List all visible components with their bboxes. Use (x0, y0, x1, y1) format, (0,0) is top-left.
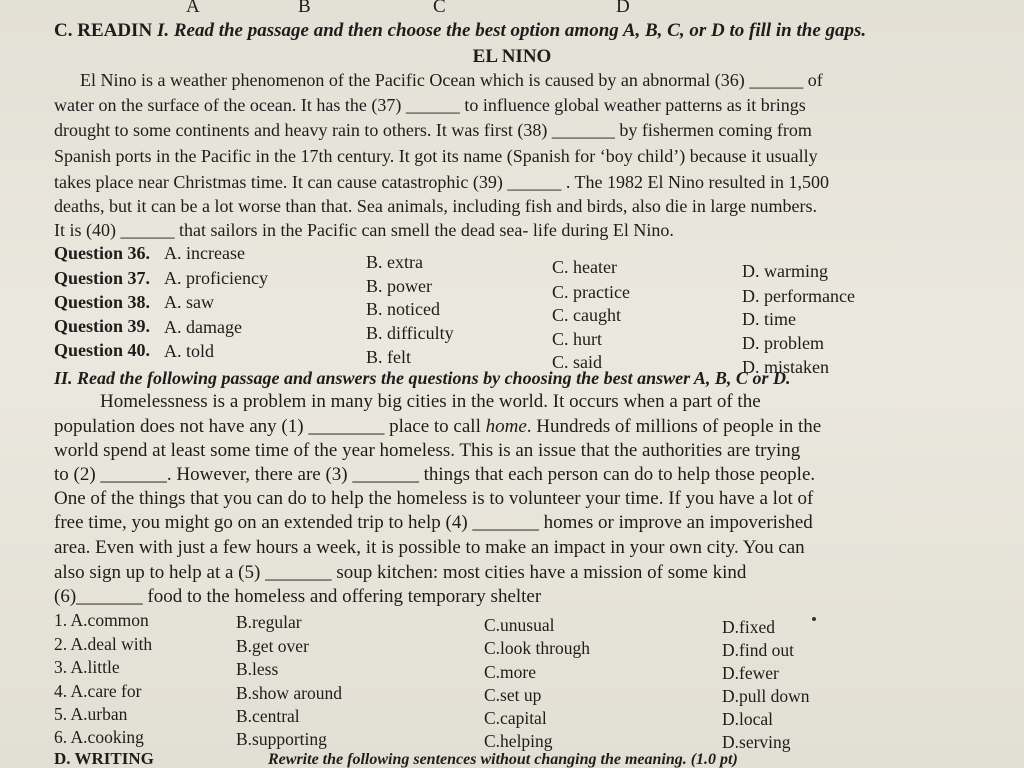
option-d: D. time (742, 309, 796, 329)
pen-dot-mark (812, 617, 816, 621)
option-b: B.less (236, 659, 279, 679)
passage2-text: Homelessness is a problem in many big cities in the world. It occurs when a part of the (100, 391, 761, 412)
passage2-text: One of the things that you can do to help the homeless is to volunteer your time. If you have a lot of (54, 488, 814, 509)
passage2-emphasis: home (485, 416, 527, 437)
option-b: B. noticed (366, 299, 440, 319)
question-label: Question 36. (54, 243, 151, 263)
passage1-line: takes place near Christmas time. It can cause catastrophic (39) ______ . The 1982 El Nino resulted in 1,500 (54, 172, 829, 192)
question-label: Question 39. (54, 316, 151, 336)
top-letter-b: B (298, 0, 311, 17)
option-a: A. proficiency (164, 268, 268, 288)
option-a: A. damage (164, 317, 242, 337)
option-b: B.show around (236, 683, 342, 703)
passage1-line: El Nino is a weather phenomenon of the Pacific Ocean which is caused by an abnormal (36) ______ of (80, 70, 823, 90)
passage2-line (54, 586, 541, 608)
option-d: D.serving (722, 732, 791, 752)
passage2-text: population does not have any (1) ________ place to call (54, 416, 486, 437)
option-c: C.look through (484, 638, 590, 658)
option-c: C.capital (484, 708, 547, 728)
passage2-line (54, 512, 813, 534)
option-c: C.more (484, 662, 537, 682)
passage1-line: It is (40) ______ that sailors in the Pacific can smell the dead sea- life during El Nino. (54, 220, 674, 240)
passage2-text: area. Even with just a few hours a week, it is possible to make an impact in your own city. You can (54, 537, 805, 558)
passage2-line (54, 416, 821, 438)
option-a: 4. A.care for (54, 681, 142, 701)
option-d: D.local (722, 709, 774, 729)
option-d: D.pull down (722, 686, 810, 706)
top-letter-d: D (616, 0, 630, 17)
option-b: B.supporting (236, 729, 327, 749)
option-d: D. problem (742, 333, 824, 353)
option-c: C.set up (484, 685, 542, 705)
passage1-line: deaths, but it can be a lot worse than that. Sea animals, including fish and birds, also die in large numbers. (54, 196, 817, 216)
option-d: D. warming (742, 261, 828, 281)
question-label: Question 40. (54, 340, 151, 360)
option-a: A. told (164, 341, 215, 361)
option-c: C.unusual (484, 615, 555, 635)
option-c: C. heater (552, 257, 617, 277)
option-d: D. performance (742, 286, 855, 306)
option-b: B.central (236, 706, 300, 726)
option-b: B. felt (366, 347, 411, 367)
question-label: Question 37. (54, 268, 151, 288)
option-b: B.regular (236, 612, 302, 632)
passage2-text: world spend at least some time of the year homeless. This is an issue that the authorities are trying (54, 440, 801, 461)
section-c-heading (54, 20, 866, 42)
option-d: D.fixed (722, 617, 775, 637)
option-b: B. power (366, 276, 432, 296)
option-c: C. said (552, 352, 603, 372)
passage2-line (54, 440, 800, 462)
question-label: Question 38. (54, 292, 151, 312)
option-d: D.find out (722, 640, 794, 660)
option-a: A. saw (164, 292, 214, 312)
option-a: 2. A.deal with (54, 634, 153, 654)
option-b: B. difficulty (366, 323, 454, 343)
passage2-text: to (2) _______. However, there are (3) _______ things that each person can do to help those people. (54, 464, 816, 485)
writing-instruction: Rewrite the following sentences without changing the meaning. (1.0 pt) (268, 751, 738, 768)
passage1-line: water on the surface of the ocean. It has the (37) ______ to influence global weather patterns as it brings (54, 95, 806, 115)
passage2-text: . Hundreds of millions of people in the (526, 416, 822, 437)
passage2-text: (6)_______ food to the homeless and offering temporary shelter (54, 586, 542, 607)
part2-instruction: II. Read the following passage and answers the questions by choosing the best answer A, B, C or D. (54, 368, 791, 388)
passage-title: EL NINO (472, 46, 552, 67)
top-letter-a: A (186, 0, 200, 17)
passage2-text: free time, you might go on an extended trip to help (4) _______ homes or improve an impoverished (54, 512, 813, 533)
passage2-text: also sign up to help at a (5) _______ soup kitchen: most cities have a mission of some kind (54, 562, 747, 583)
passage2-line (54, 562, 746, 584)
option-c: C. caught (552, 305, 621, 325)
option-b: B. extra (366, 252, 423, 272)
passage2-line (54, 488, 813, 510)
option-b: B.get over (236, 636, 309, 656)
passage1-line: Spanish ports in the Pacific in the 17th century. It got its name (Spanish for ‘boy child’) because it usually (54, 146, 818, 166)
option-a: A. increase (164, 243, 245, 263)
option-d: D. mistaken (742, 357, 829, 377)
section-c-instruction: I. Read the passage and then choose the best option among A, B, C, or D to fill in the gaps. (156, 20, 867, 41)
section-c-label: C. READIN (54, 20, 153, 41)
passage2-line (54, 537, 805, 559)
passage1-line: drought to some continents and heavy rain to others. It was first (38) _______ by fishermen coming from (54, 120, 812, 140)
option-a: 6. A.cooking (54, 727, 144, 747)
option-a: 3. A.little (54, 657, 120, 677)
option-c: C.helping (484, 731, 553, 751)
top-letter-c: C (433, 0, 446, 17)
writing-heading: D. WRITING (54, 749, 154, 768)
passage2-line (100, 391, 761, 413)
option-a: 1. A.common (54, 610, 149, 630)
passage2-line (54, 464, 815, 486)
option-c: C. practice (552, 282, 630, 302)
option-a: 5. A.urban (54, 704, 128, 724)
option-d: D.fewer (722, 663, 779, 683)
option-c: C. hurt (552, 329, 603, 349)
